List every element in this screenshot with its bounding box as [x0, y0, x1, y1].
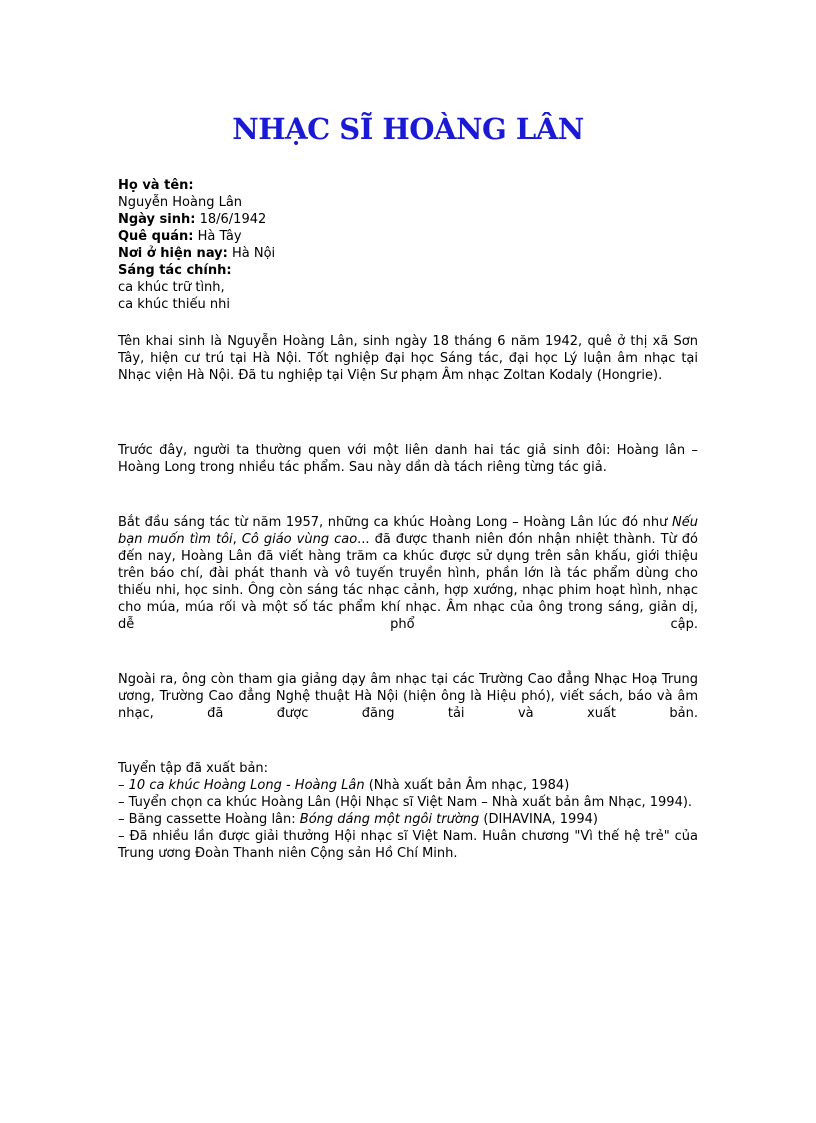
- residence-row: [118, 245, 275, 262]
- name-label-row: [118, 177, 275, 194]
- name-label: Họ và tên:: [118, 178, 194, 193]
- item-dash: –: [118, 778, 129, 793]
- page-title: NHẠC SĨ HOÀNG LÂN: [232, 112, 584, 146]
- hometown-label: Quê quán:: [118, 229, 194, 244]
- publication-title: 10 ca khúc Hoàng Long - Hoàng Lân: [128, 778, 365, 793]
- residence-label: Nơi ở hiện nay:: [118, 246, 228, 261]
- works-label: Sáng tác chính:: [118, 263, 232, 278]
- name-value: Nguyễn Hoàng Lân: [118, 195, 243, 210]
- birth-label: Ngày sinh:: [118, 212, 196, 227]
- works-line-2: ca khúc thiếu nhi: [118, 297, 230, 312]
- publication-prefix: – Băng cassette Hoàng lân:: [118, 812, 300, 827]
- residence-value: Hà Nội: [232, 246, 276, 261]
- career-rest: ... đã được thanh niên đón nhận nhiệt thành. Từ đó đến nay, Hoàng Lân đã viết hàng trăm ca khúc được sử dụng trên sân khấu, giới thiệu trên báo chí, đài phát thanh và vô tuyến truyền hình, phần lớn là tác phẩm dùng cho thiếu nhi, học sinh. Ông còn sáng tác nhạc cảnh, hợp xướng, nhạc phim hoạt hình, nhạc cho múa, múa rối và một số tác phẩm khí nhạc. Âm nhạc của ông trong sáng, giản dị, dễ phổ cập.: [118, 532, 699, 632]
- biography-paragraph: Tên khai sinh là Nguyễn Hoàng Lân, sinh ngày 18 tháng 6 năm 1942, quê ở thị xã Sơn Tây, hiện cư trú tại Hà Nội. Tốt nghiệp đại học Sáng tác, đại học Lý luận âm nhạc tại Nhạc viện Hà Nội. Đã tu nghiệp tại Viện Sư phạm Âm nhạc Zoltan Kodaly (Hongrie).: [118, 334, 698, 383]
- birth-row: [118, 211, 275, 228]
- info-block: [118, 177, 275, 313]
- song-title-1: Nếu bạn muốn tìm tôi: [118, 515, 699, 547]
- award-item: – Đã nhiều lần được giải thưởng Hội nhạc sĩ Việt Nam. Huân chương "Vì thế hệ trẻ" của Trung ương Đoàn Thanh niên Cộng sản Hồ Chí Minh.: [118, 829, 698, 861]
- publication-detail: (DIHAVINA, 1994): [479, 812, 598, 827]
- teaching-paragraph: Ngoài ra, ông còn tham gia giảng dạy âm nhạc tại các Trường Cao đẳng Nhạc Hoạ Trung ương, Trường Cao đẳng Nghệ thuật Hà Nội (hiện ông là Hiệu phó), viết sách, báo và âm nhạc, đã được đăng tải và xuất bản.: [118, 672, 698, 721]
- publication-detail: (Nhà xuất bản Âm nhạc, 1984): [364, 778, 570, 793]
- publication-item: [118, 811, 698, 828]
- works-label-row: [118, 262, 275, 279]
- hometown-value: Hà Tây: [197, 229, 242, 244]
- publication-item: – Tuyển chọn ca khúc Hoàng Lân (Hội Nhạc sĩ Việt Nam – Nhà xuất bản âm Nhạc, 1994).: [118, 795, 693, 810]
- twin-paragraph: Trước đây, người ta thường quen với một liên danh hai tác giả sinh đôi: Hoàng lân – Hoàng Long trong nhiều tác phẩm. Sau này dần dà tách riêng từng tác giả.: [118, 443, 698, 475]
- career-intro: Bắt đầu sáng tác từ năm 1957, những ca khúc Hoàng Long – Hoàng Lân lúc đó như: [118, 515, 668, 530]
- publication-title: Bóng dáng một ngôi trường: [299, 812, 480, 827]
- song-title-2: Cô giáo vùng cao: [241, 532, 358, 547]
- career-paragraph: [118, 514, 698, 633]
- publication-item: [118, 777, 698, 794]
- publications-list: [118, 760, 698, 862]
- works-line-1: ca khúc trữ tình,: [118, 280, 225, 295]
- song-separator: ,: [232, 532, 242, 547]
- birth-value: 18/6/1942: [199, 212, 267, 227]
- hometown-row: [118, 228, 275, 245]
- publications-heading: Tuyển tập đã xuất bản:: [118, 761, 269, 776]
